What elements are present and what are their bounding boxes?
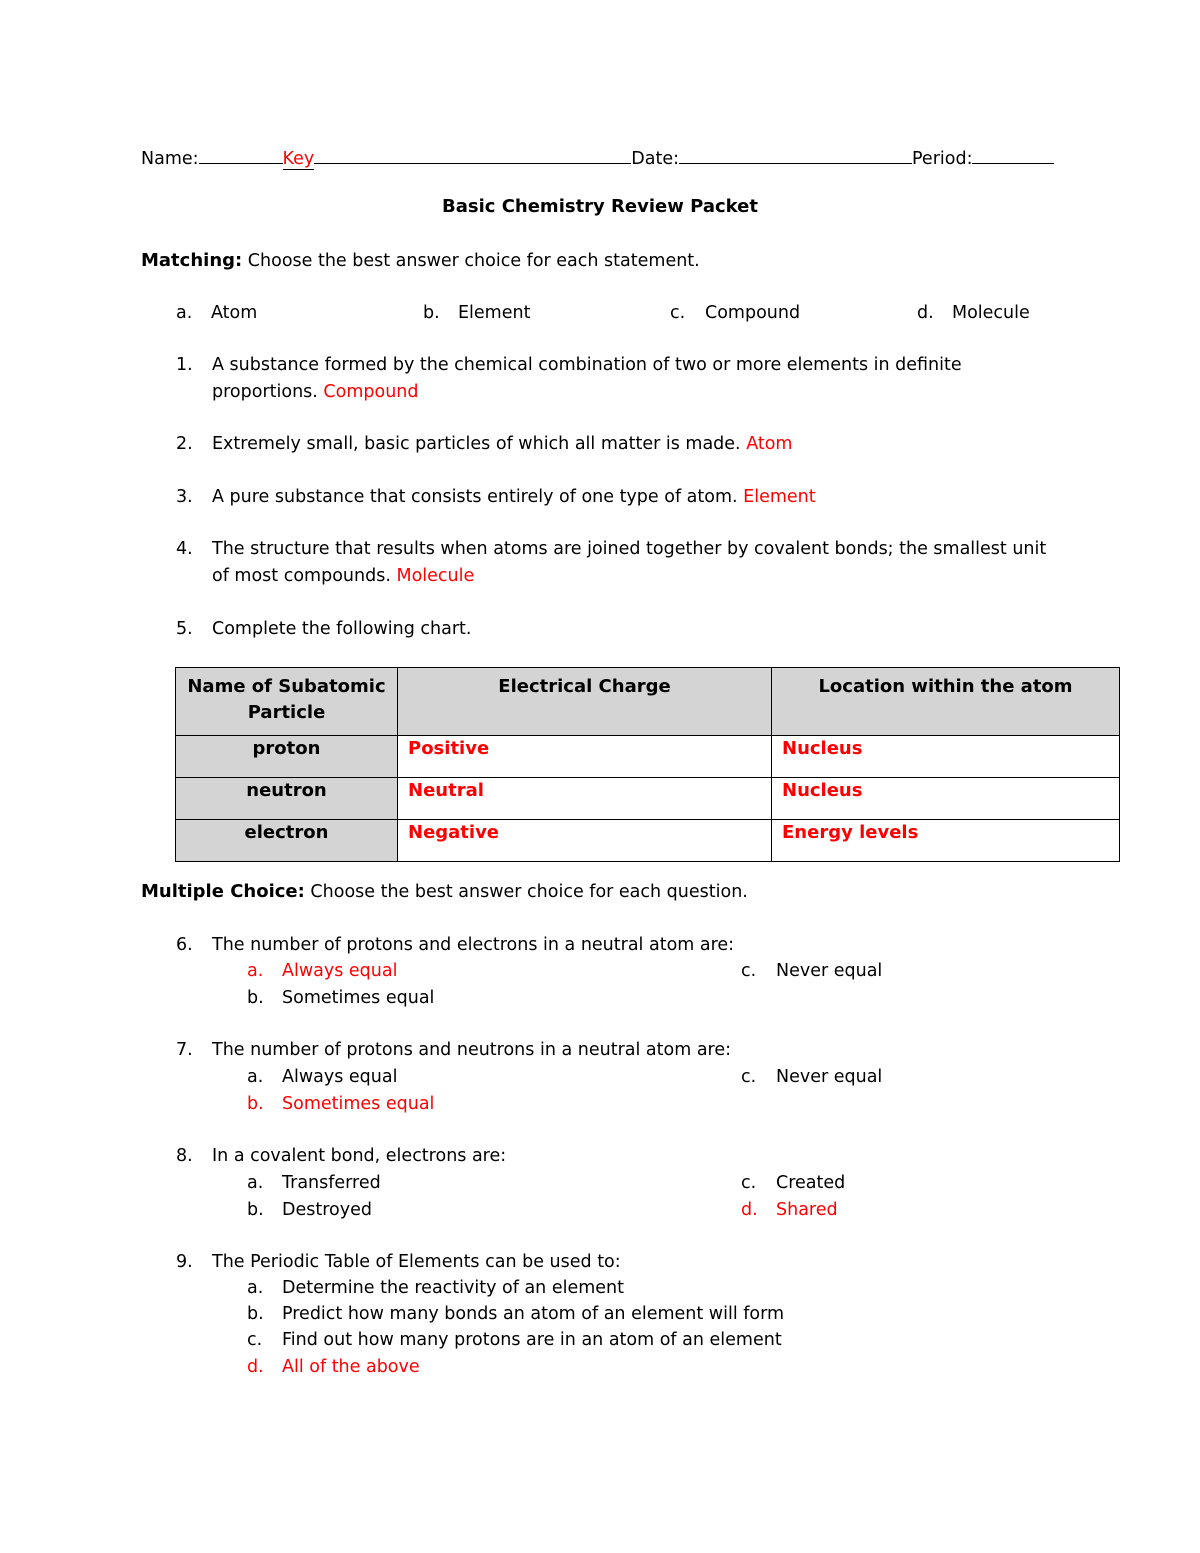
q9-option-c: c. Find out how many protons are in an atom of an element — [247, 1330, 782, 1350]
matching-heading: Matching: — [141, 250, 243, 271]
subatomic-particle-table — [175, 667, 1120, 862]
q9-option-b: b. Predict how many bonds an atom of an element will form — [247, 1304, 785, 1324]
table-header: Location within the atom — [772, 668, 1120, 736]
question-5: 5. Complete the following chart. — [176, 619, 472, 639]
location-cell: Energy levels — [772, 820, 1120, 862]
table-header-row — [176, 668, 1120, 736]
mc-instruction: Choose the best answer choice for each question. — [310, 882, 748, 902]
particle-cell: proton — [176, 736, 398, 778]
location-cell: Nucleus — [772, 736, 1120, 778]
name-label: Name: — [141, 149, 199, 169]
question-6: 6. The number of protons and electrons in a neutral atom are: — [176, 935, 735, 955]
matching-choice-c: c. Compound — [670, 303, 801, 323]
q6-option-a: a. Always equal — [247, 961, 398, 981]
table-row — [176, 778, 1120, 820]
page-title: Basic Chemistry Review Packet — [442, 196, 758, 217]
table-header: Name of Subatomic Particle — [176, 668, 398, 736]
name-value: Key — [282, 149, 315, 169]
question-9: 9. The Periodic Table of Elements can be used to: — [176, 1252, 621, 1272]
matching-choice-d: d. Molecule — [917, 303, 1030, 323]
answer-2: Atom — [746, 434, 793, 454]
q7-option-a: a. Always equal — [247, 1067, 398, 1087]
answer-3: Element — [743, 487, 816, 507]
matching-instruction: Choose the best answer choice for each statement. — [247, 251, 700, 271]
matching-choice-a: a. Atom — [176, 303, 258, 323]
q7-option-b: b. Sometimes equal — [247, 1094, 435, 1114]
question-4: 4. The structure that results when atoms are joined together by covalent bonds; the smallest unit — [176, 539, 1047, 559]
location-cell: Nucleus — [772, 778, 1120, 820]
charge-cell: Negative — [398, 820, 772, 862]
answer-1: Compound — [323, 382, 419, 402]
matching-heading-line — [141, 252, 700, 271]
matching-choice-b: b. Element — [423, 303, 531, 323]
question-7: 7. The number of protons and neutrons in a neutral atom are: — [176, 1040, 732, 1060]
q6-option-c: c. Never equal — [741, 961, 883, 981]
q8-option-a: a. Transferred — [247, 1173, 381, 1193]
mc-heading: Multiple Choice: — [141, 881, 305, 902]
particle-cell: neutron — [176, 778, 398, 820]
charge-cell: Neutral — [398, 778, 772, 820]
question-1-cont: proportions. Compound — [212, 382, 419, 402]
q8-option-d: d. Shared — [741, 1200, 838, 1220]
q9-option-a: a. Determine the reactivity of an element — [247, 1278, 624, 1298]
header-line — [141, 146, 1054, 169]
charge-cell: Positive — [398, 736, 772, 778]
date-label: Date: — [631, 149, 679, 169]
question-1: 1. A substance formed by the chemical combination of two or more elements in definite — [176, 355, 962, 375]
q8-option-b: b. Destroyed — [247, 1200, 372, 1220]
q7-option-c: c. Never equal — [741, 1067, 883, 1087]
table-row — [176, 736, 1120, 778]
q9-option-d: d. All of the above — [247, 1357, 420, 1377]
answer-4: Molecule — [396, 566, 475, 586]
q8-option-c: c. Created — [741, 1173, 846, 1193]
question-8: 8. In a covalent bond, electrons are: — [176, 1146, 507, 1166]
q6-option-b: b. Sometimes equal — [247, 988, 435, 1008]
question-4-cont: of most compounds. Molecule — [212, 566, 475, 586]
table-header: Electrical Charge — [398, 668, 772, 736]
table-row — [176, 820, 1120, 862]
particle-cell: electron — [176, 820, 398, 862]
mc-heading-line — [141, 883, 748, 902]
question-3: 3. A pure substance that consists entirely of one type of atom. Element — [176, 487, 816, 507]
question-2: 2. Extremely small, basic particles of which all matter is made. Atom — [176, 434, 793, 454]
period-label: Period: — [912, 149, 973, 169]
